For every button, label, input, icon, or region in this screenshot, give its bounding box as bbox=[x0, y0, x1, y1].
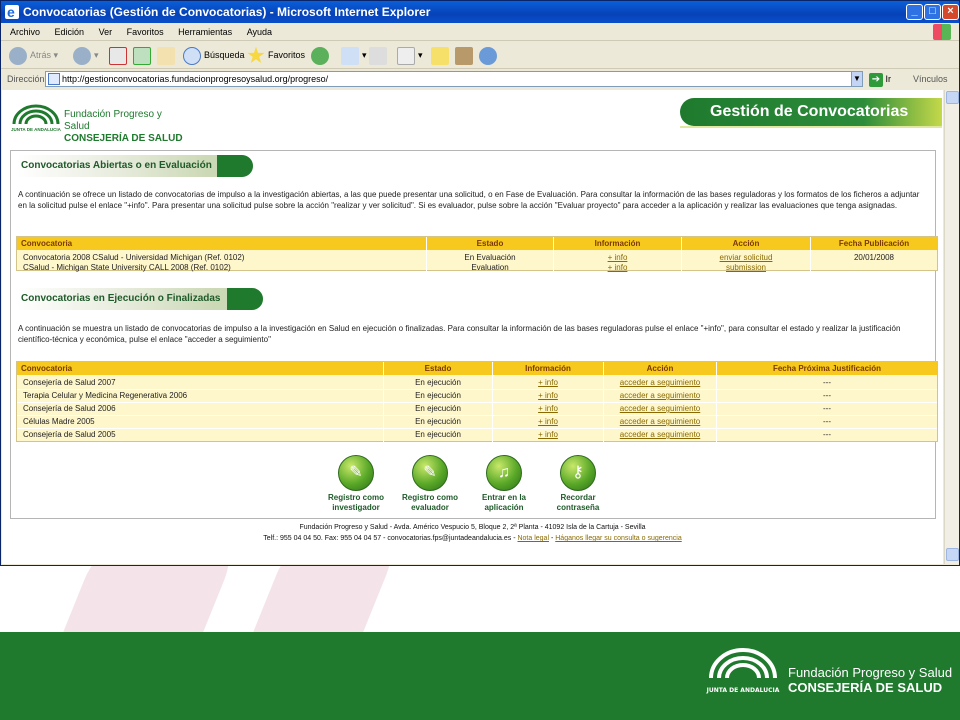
logo-line2: CONSEJERÍA DE SALUD bbox=[64, 133, 183, 144]
row-fecha: --- bbox=[823, 430, 831, 439]
window-title: Convocatorias (Gestión de Convocatorias) - Microsoft Internet Explorer bbox=[23, 5, 431, 19]
menu-bar bbox=[1, 23, 959, 41]
favorites-button[interactable]: Favoritos bbox=[247, 45, 305, 65]
open-calls-table bbox=[16, 236, 938, 271]
logo-line1: Fundación Progreso y Salud bbox=[64, 109, 162, 132]
edit-button[interactable]: ▾ bbox=[397, 45, 423, 65]
menu-edicion[interactable]: Edición bbox=[54, 27, 85, 37]
ie-icon bbox=[5, 5, 19, 19]
row-convocatoria: Células Madre 2005 bbox=[23, 417, 95, 426]
print-icon bbox=[369, 47, 387, 65]
row-action-link[interactable]: enviar solicitud bbox=[719, 253, 773, 262]
table-row bbox=[17, 261, 937, 274]
menu-archivo[interactable]: Archivo bbox=[10, 27, 41, 37]
junta-andalucia-logo bbox=[703, 644, 783, 700]
row-action-link[interactable]: submission bbox=[725, 263, 766, 272]
slide-footer-line2: CONSEJERÍA DE SALUD bbox=[788, 680, 943, 695]
forward-button[interactable]: ▾ bbox=[73, 45, 99, 65]
row-estado: En ejecución bbox=[415, 417, 461, 426]
register-evaluator-icon: ✎ bbox=[412, 455, 448, 491]
windows-flag-icon bbox=[933, 24, 951, 40]
logo-sub-text: JUNTA DE ANDALUCIA bbox=[11, 127, 61, 132]
scroll-up-icon[interactable] bbox=[946, 91, 959, 104]
row-fecha: 20/01/2008 bbox=[853, 253, 895, 262]
vertical-scrollbar[interactable] bbox=[944, 90, 959, 564]
table-row bbox=[17, 415, 937, 428]
address-bar bbox=[1, 69, 959, 89]
home-button[interactable] bbox=[157, 45, 178, 65]
stop-button[interactable] bbox=[109, 45, 130, 65]
row-estado: Evaluation bbox=[471, 263, 509, 272]
menu-ayuda[interactable]: Ayuda bbox=[246, 27, 273, 37]
table-row bbox=[17, 389, 937, 402]
contact-link[interactable]: Háganos llegar su consulta o sugerencia bbox=[555, 535, 682, 542]
scroll-down-icon[interactable] bbox=[946, 548, 959, 561]
close-button[interactable]: × bbox=[942, 4, 959, 20]
row-estado: En ejecución bbox=[415, 404, 461, 413]
table-header-row bbox=[17, 362, 937, 375]
footer-phone-email: Telf.: 955 04 04 50. Fax: 955 04 04 57 - convocatorias.fps@juntadeandalucia.es - bbox=[263, 535, 518, 542]
col-header-convocatoria: Convocatoria bbox=[21, 364, 73, 373]
enter-app-button[interactable]: ♫ Entrar en la aplicación bbox=[468, 455, 540, 513]
address-url: http://gestionconvocatorias.fundacionprogresoysalud.org/progreso/ bbox=[62, 74, 329, 84]
col-header-fecha: Fecha Publicación bbox=[838, 239, 910, 248]
mail-button[interactable]: ▾ bbox=[341, 45, 367, 65]
row-info-link[interactable]: + info bbox=[538, 378, 558, 387]
history-icon bbox=[311, 47, 329, 65]
col-header-estado: Estado bbox=[476, 239, 504, 248]
home-icon bbox=[157, 47, 175, 65]
row-estado: En ejecución bbox=[415, 378, 461, 387]
table-row bbox=[17, 428, 937, 441]
remember-password-button[interactable]: ⚷ Recordar contraseña bbox=[542, 455, 614, 513]
toolbar bbox=[1, 41, 959, 69]
stop-icon bbox=[109, 47, 127, 65]
footer-logo-sub: JUNTA DE ANDALUCIA bbox=[706, 687, 780, 694]
favorites-star-icon bbox=[247, 47, 265, 65]
go-button[interactable]: ➔ Ir bbox=[869, 71, 891, 87]
address-label: Dirección bbox=[7, 74, 45, 84]
row-fecha: --- bbox=[823, 404, 831, 413]
register-researcher-icon: ✎ bbox=[338, 455, 374, 491]
closed-calls-table bbox=[16, 361, 938, 442]
row-action-link[interactable]: acceder a seguimiento bbox=[619, 391, 701, 400]
col-header-convocatoria: Convocatoria bbox=[21, 239, 73, 248]
row-info-link[interactable]: + info bbox=[607, 263, 628, 272]
footer-contact-line: Telf.: 955 04 04 50. Fax: 955 04 04 57 - convocatorias.fps@juntadeandalucia.es - Nota legal - Háganos llegar su consulta o sugerencia bbox=[263, 535, 682, 542]
search-icon bbox=[183, 47, 201, 65]
history-button[interactable] bbox=[311, 45, 332, 65]
back-arrow-icon bbox=[9, 47, 27, 65]
row-convocatoria: Consejería de Salud 2006 bbox=[23, 404, 116, 413]
enter-app-icon: ♫ bbox=[486, 455, 522, 491]
col-header-fecha: Fecha Próxima Justificación bbox=[772, 364, 882, 373]
col-header-accion: Acción bbox=[646, 364, 674, 373]
register-evaluator-button[interactable]: ✎ Registro como evaluador bbox=[394, 455, 466, 513]
row-fecha: --- bbox=[823, 378, 831, 387]
row-action-link[interactable]: acceder a seguimiento bbox=[619, 430, 701, 439]
maximize-button[interactable]: □ bbox=[924, 4, 941, 20]
action-buttons bbox=[320, 455, 610, 517]
row-action-link[interactable]: acceder a seguimiento bbox=[619, 378, 701, 387]
row-fecha bbox=[811, 261, 937, 274]
forward-arrow-icon bbox=[73, 47, 91, 65]
menu-favoritos[interactable]: Favoritos bbox=[126, 27, 164, 37]
row-convocatoria: Consejería de Salud 2007 bbox=[23, 378, 116, 387]
row-info-link[interactable]: + info bbox=[538, 404, 558, 413]
legal-notice-link[interactable]: Nota legal bbox=[517, 535, 550, 542]
row-convocatoria: CSalud - Michigan State University CALL 2008 (Ref. 0102) bbox=[23, 263, 231, 272]
key-icon: ⚷ bbox=[560, 455, 596, 491]
note-icon bbox=[431, 47, 449, 65]
page-footer bbox=[2, 522, 943, 544]
minimize-button[interactable]: _ bbox=[906, 4, 923, 20]
row-estado: En ejecución bbox=[415, 430, 461, 439]
refresh-button[interactable] bbox=[133, 45, 154, 65]
register-researcher-button[interactable]: ✎ Registro como investigador bbox=[320, 455, 392, 513]
row-info-link[interactable]: + info bbox=[538, 430, 558, 439]
section-closed-title: Convocatorias en Ejecución o Finalizadas bbox=[17, 288, 263, 310]
print-button[interactable] bbox=[369, 45, 390, 65]
back-button[interactable]: Atrás ▾ bbox=[9, 45, 58, 65]
research-button[interactable] bbox=[455, 45, 476, 65]
title-bar bbox=[1, 1, 959, 23]
col-header-informacion: Información bbox=[594, 239, 641, 248]
slide-footer-text bbox=[788, 665, 952, 696]
refresh-icon bbox=[133, 47, 151, 65]
logo-text bbox=[64, 109, 190, 145]
row-convocatoria: Terapia Celular y Medicina Regenerativa 2006 bbox=[23, 391, 188, 400]
menu-herramientas[interactable]: Herramientas bbox=[178, 27, 233, 37]
page-icon bbox=[48, 73, 60, 85]
links-button[interactable]: Vínculos bbox=[913, 74, 948, 84]
page-viewport bbox=[2, 90, 943, 564]
row-estado: En ejecución bbox=[415, 391, 461, 400]
search-button[interactable]: Búsqueda bbox=[183, 45, 245, 65]
row-info-link[interactable]: + info bbox=[538, 391, 558, 400]
research-icon bbox=[455, 47, 473, 65]
row-convocatoria: Consejería de Salud 2005 bbox=[23, 430, 116, 439]
row-action-link[interactable]: acceder a seguimiento bbox=[619, 417, 701, 426]
section-open-title: Convocatorias Abiertas o en Evaluación bbox=[17, 155, 253, 177]
slide-footer-line1: Fundación Progreso y Salud bbox=[788, 665, 953, 680]
row-info-link[interactable]: + info bbox=[607, 253, 628, 262]
menu-ver[interactable]: Ver bbox=[98, 27, 113, 37]
discuss-button[interactable] bbox=[431, 45, 452, 65]
section-open-intro: A continuación se ofrece un listado de convocatorias de impulso a la investigación abiertas, a las que puede presentar una solicitud, o en Fase de Evaluación. Para consultar la información de las bases reguladoras y los formatos de los ficheros a adjuntar en la solicitud pulse el enlace "+info". Para presentar una solicitud pulse sobre la acción "realizar y ver solicitud". Si es evaluador, pulse sobre la acción "Evaluar proyecto" para acceder a la aplicación y realizar las evaluaciones que tenga asignadas. bbox=[18, 190, 920, 210]
row-action-link[interactable]: acceder a seguimiento bbox=[619, 404, 701, 413]
table-row bbox=[17, 376, 937, 389]
col-header-accion: Acción bbox=[732, 239, 760, 248]
address-input[interactable] bbox=[45, 71, 863, 87]
edit-icon bbox=[397, 47, 415, 65]
address-dropdown[interactable]: ▼ bbox=[851, 71, 863, 87]
table-header-row bbox=[17, 237, 937, 250]
row-fecha: --- bbox=[823, 417, 831, 426]
row-estado: En Evaluación bbox=[464, 253, 516, 262]
page-title: Gestión de Convocatorias bbox=[680, 98, 942, 126]
go-arrow-icon: ➔ bbox=[869, 73, 883, 87]
col-header-informacion: Información bbox=[525, 364, 571, 373]
table-row bbox=[17, 402, 937, 415]
row-convocatoria: Convocatoria 2008 CSalud - Universidad Michigan (Ref. 0102) bbox=[23, 253, 245, 262]
messenger-button[interactable] bbox=[479, 45, 500, 65]
mail-icon bbox=[341, 47, 359, 65]
row-fecha: --- bbox=[823, 391, 831, 400]
section-closed-intro: A continuación se muestra un listado de convocatorias de impulso a la investigación en Salud en ejecución o finalizadas. Para consultar la información de las bases reguladoras pulse el enlace "+info", para consultar el estado y realizar la justificación científico-técnica y económica, pulse el enlace "acceder a seguimiento" bbox=[18, 324, 901, 344]
messenger-icon bbox=[479, 47, 497, 65]
col-header-estado: Estado bbox=[424, 364, 452, 373]
site-logo[interactable] bbox=[10, 98, 190, 144]
row-info-link[interactable]: + info bbox=[538, 417, 558, 426]
footer-address: Fundación Progreso y Salud - Avda. Américo Vespucio 5, Bloque 2, 2ª Planta - 41092 Isla de la Cartuja - Sevilla bbox=[299, 524, 646, 531]
